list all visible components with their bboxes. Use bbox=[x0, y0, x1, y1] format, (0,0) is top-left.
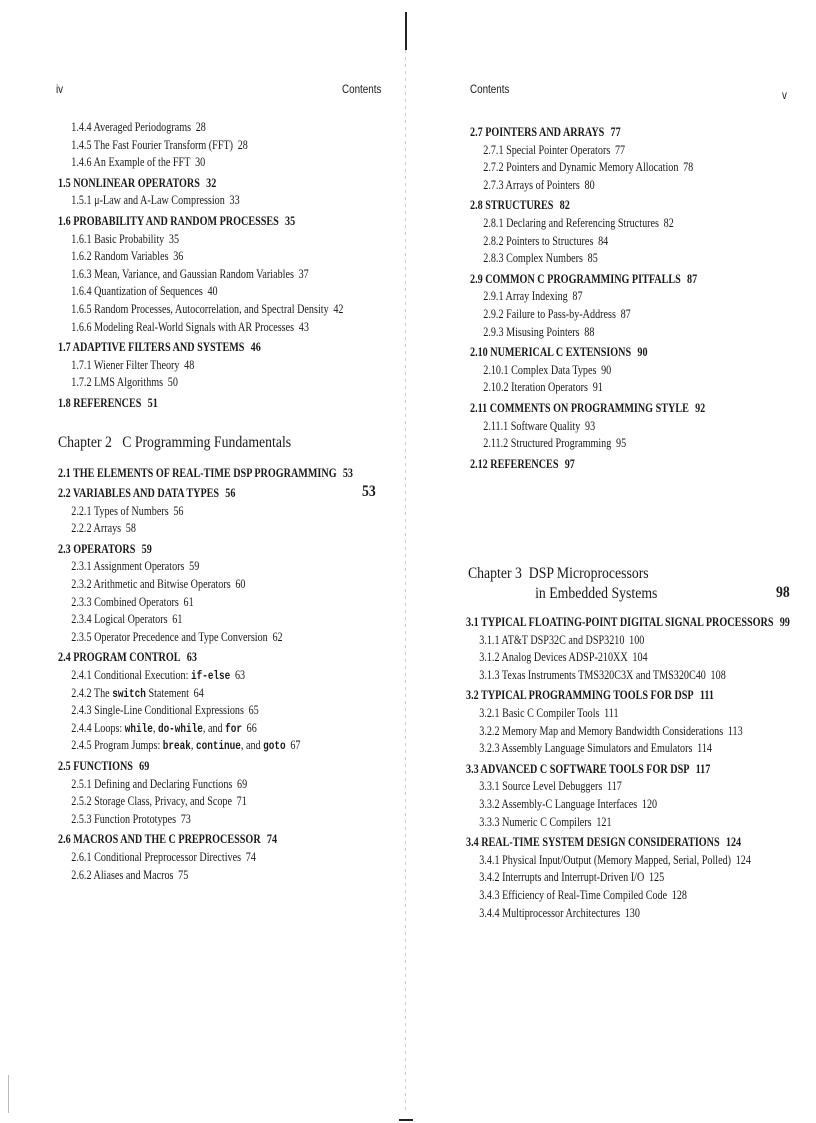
chapter-3-heading bbox=[468, 564, 657, 604]
toc-subsection-entry bbox=[58, 684, 353, 702]
toc-section-entry bbox=[58, 174, 353, 192]
toc-entry-title: 2.12 REFERENCES bbox=[470, 455, 559, 471]
toc-entry-page: 66 bbox=[246, 719, 257, 735]
toc-entry-title: 3.4.2 Interrupts and Interrupt-Driven I/O bbox=[479, 869, 645, 885]
toc-subsection-entry bbox=[58, 300, 353, 318]
toc-entry-page: 130 bbox=[624, 904, 640, 920]
toc-entry-page: 37 bbox=[298, 265, 309, 281]
toc-entry-page: 87 bbox=[687, 270, 698, 286]
toc-entry-page: 92 bbox=[695, 399, 706, 415]
toc-entry-page: 69 bbox=[139, 758, 150, 773]
toc-entry-page: 53 bbox=[342, 464, 353, 480]
toc-section-entry bbox=[58, 757, 353, 775]
toc-entry-title: 2.7.3 Arrays of Pointers bbox=[483, 176, 580, 192]
toc-entry-page: 85 bbox=[587, 250, 598, 266]
toc-entry-text: 2.4.2 The bbox=[71, 684, 113, 700]
toc-entry-title: 3.2.3 Assembly Language Simulators and Emulators bbox=[479, 740, 693, 756]
toc-entry-title: 2.5.1 Defining and Declaring Functions bbox=[71, 775, 233, 791]
chapter-2-page: 53 bbox=[362, 483, 376, 500]
running-head-right: Contents bbox=[470, 82, 510, 96]
chapter-2-label: Chapter 2 bbox=[58, 433, 112, 451]
toc-subsection-entry bbox=[58, 191, 353, 209]
toc-subsection-entry bbox=[58, 153, 353, 171]
toc-subsection-entry bbox=[58, 701, 353, 719]
toc-entry-page: 82 bbox=[559, 197, 570, 213]
toc-subsection-entry bbox=[466, 795, 790, 813]
toc-entry-page: 43 bbox=[298, 318, 309, 334]
toc-entry-title: 2.6 MACROS AND THE C PREPROCESSOR bbox=[58, 831, 261, 847]
toc-entry-page: 82 bbox=[663, 214, 674, 230]
toc-entry-page: 42 bbox=[333, 300, 344, 316]
toc-entry-title: 2.5 FUNCTIONS bbox=[58, 758, 133, 773]
toc-entry-page: 113 bbox=[727, 722, 743, 738]
toc-entry-title: 1.6.6 Modeling Real-World Signals with AR Processes bbox=[71, 318, 295, 334]
toc-subsection-entry bbox=[58, 265, 353, 283]
toc-block-chapter1 bbox=[58, 118, 436, 412]
running-head-left: Contents bbox=[342, 82, 382, 96]
toc-subsection-entry bbox=[58, 118, 353, 136]
toc-subsection-entry bbox=[466, 722, 790, 740]
toc-subsection-entry bbox=[58, 719, 353, 737]
toc-entry-title: 1.7.2 LMS Algorithms bbox=[71, 374, 164, 390]
toc-entry-page: 84 bbox=[598, 232, 609, 248]
toc-list-right bbox=[470, 120, 772, 472]
toc-entry-title: 1.4.5 The Fast Fourier Transform (FFT) bbox=[71, 136, 234, 152]
toc-entry-page: 63 bbox=[234, 667, 246, 683]
toc-entry-title: 2.5.2 Storage Class, Privacy, and Scope bbox=[71, 793, 232, 809]
toc-entry-title: 3.2.2 Memory Map and Memory Bandwidth Considerations bbox=[479, 722, 724, 738]
toc-subsection-entry bbox=[470, 141, 705, 159]
toc-entry-page: 95 bbox=[615, 435, 627, 451]
toc-section-entry bbox=[58, 648, 353, 666]
toc-entry-title: 2.8.3 Complex Numbers bbox=[483, 250, 583, 266]
toc-subsection-entry bbox=[58, 736, 353, 754]
toc-entry-page: 28 bbox=[195, 119, 206, 134]
toc-entry-page: 36 bbox=[173, 248, 184, 264]
toc-entry-page: 30 bbox=[195, 154, 206, 170]
toc-subsection-entry bbox=[58, 318, 353, 336]
toc-entry-page: 71 bbox=[236, 793, 247, 809]
toc-section-entry bbox=[58, 394, 353, 412]
toc-entry-title: 1.4.6 An Example of the FFT bbox=[71, 154, 191, 170]
toc-entry-page: 61 bbox=[183, 593, 194, 609]
toc-subsection-entry bbox=[470, 305, 705, 323]
toc-entry-title: 2.11.1 Software Quality bbox=[483, 417, 581, 433]
toc-entry-page: 117 bbox=[695, 760, 711, 776]
toc-section-entry bbox=[470, 270, 705, 288]
toc-subsection-entry bbox=[466, 851, 790, 869]
toc-entry-title: 2.11 COMMENTS ON PROGRAMMING STYLE bbox=[470, 399, 689, 415]
toc-entry-title: 2.6.2 Aliases and Macros bbox=[71, 866, 174, 882]
toc-entry-title: 1.6 PROBABILITY AND RANDOM PROCESSES bbox=[58, 212, 279, 228]
toc-entry-title: 2.3.3 Combined Operators bbox=[71, 593, 179, 609]
toc-entry-title: 3.3 ADVANCED C SOFTWARE TOOLS FOR DSP bbox=[466, 760, 690, 776]
toc-section-entry bbox=[470, 123, 705, 141]
toc-entry-title: 2.7.1 Special Pointer Operators bbox=[483, 141, 611, 157]
toc-entry-text: 2.4.4 Loops: bbox=[71, 719, 125, 735]
toc-entry-title: 2.2.2 Arrays bbox=[71, 520, 122, 536]
toc-subsection-entry bbox=[470, 323, 705, 341]
toc-entry-title: 2.10.1 Complex Data Types bbox=[483, 361, 597, 377]
toc-entry-page: 51 bbox=[147, 394, 158, 410]
code-keyword: for bbox=[225, 721, 242, 736]
toc-entry-title: 2.9.2 Failure to Pass-by-Address bbox=[483, 305, 616, 321]
toc-subsection-entry bbox=[58, 519, 353, 537]
toc-subsection-entry bbox=[58, 502, 353, 520]
toc-entry-title: 2.1 THE ELEMENTS OF REAL-TIME DSP PROGRAMMING bbox=[58, 464, 337, 480]
toc-entry-page: 121 bbox=[596, 813, 612, 829]
toc-subsection-entry bbox=[58, 136, 353, 154]
toc-subsection-entry bbox=[58, 628, 353, 646]
toc-entry-page: 108 bbox=[710, 666, 726, 682]
toc-entry-text: Statement bbox=[145, 684, 190, 700]
toc-entry-title: 1.6.5 Random Processes, Autocorrelation, and Spectral Density bbox=[71, 300, 329, 316]
code-keyword: while bbox=[124, 721, 153, 736]
toc-entry-page: 78 bbox=[683, 159, 694, 175]
toc-entry-title: 1.7.1 Wiener Filter Theory bbox=[71, 356, 180, 372]
toc-entry-page: 67 bbox=[290, 737, 301, 753]
right-page bbox=[408, 0, 816, 1123]
toc-subsection-entry bbox=[470, 176, 705, 194]
toc-entry-page: 75 bbox=[178, 866, 189, 882]
toc-list-right-ch3 bbox=[466, 610, 816, 921]
folio-right: v bbox=[782, 88, 787, 102]
toc-subsection-entry bbox=[58, 810, 353, 828]
toc-entry-title: 2.3.2 Arithmetic and Bitwise Operators bbox=[71, 576, 231, 592]
toc-entry-page: 33 bbox=[229, 192, 240, 208]
toc-subsection-entry bbox=[470, 214, 705, 232]
toc-block-chapter3 bbox=[466, 613, 816, 921]
toc-entry-page: 46 bbox=[250, 339, 261, 355]
toc-entry-page: 124 bbox=[725, 834, 742, 850]
toc-entry-title: 2.3.5 Operator Precedence and Type Conversion bbox=[71, 628, 268, 644]
toc-entry-title: 3.1.1 AT&T DSP32C and DSP3210 bbox=[479, 631, 625, 647]
toc-entry-page: 28 bbox=[237, 136, 248, 152]
toc-block-chapter2 bbox=[58, 464, 436, 884]
toc-entry-title: 3.4.1 Physical Input/Output (Memory Mapped, Serial, Polled) bbox=[479, 851, 732, 867]
toc-subsection-entry bbox=[470, 287, 705, 305]
toc-entry-page: 40 bbox=[207, 283, 218, 299]
toc-entry-page: 93 bbox=[585, 417, 596, 433]
code-keyword: if-else bbox=[190, 669, 231, 684]
toc-subsection-entry bbox=[470, 232, 705, 250]
toc-section-entry bbox=[470, 196, 705, 214]
toc-entry-title: 3.1.3 Texas Instruments TMS320C3X and TMS320C40 bbox=[479, 666, 706, 682]
toc-entry-title: 3.1 TYPICAL FLOATING-POINT DIGITAL SIGNAL PROCESSORS bbox=[466, 614, 774, 629]
toc-entry-page: 64 bbox=[193, 684, 204, 700]
toc-entry-page: 60 bbox=[235, 576, 246, 592]
toc-entry-title: 3.4.4 Multiprocessor Architectures bbox=[479, 904, 621, 920]
toc-subsection-entry bbox=[466, 904, 790, 922]
code-keyword: goto bbox=[263, 739, 286, 754]
toc-entry-page: 91 bbox=[592, 379, 603, 395]
toc-entry-title: 1.6.3 Mean, Variance, and Gaussian Random Variables bbox=[71, 265, 294, 281]
toc-section-entry bbox=[466, 760, 790, 778]
toc-subsection-entry bbox=[470, 434, 705, 452]
toc-subsection-entry bbox=[466, 813, 790, 831]
toc-entry-page: 90 bbox=[637, 344, 648, 360]
toc-entry-title: 2.9.3 Misusing Pointers bbox=[483, 323, 580, 339]
toc-subsection-entry bbox=[470, 417, 705, 435]
toc-subsection-entry bbox=[466, 886, 790, 904]
toc-section-entry bbox=[58, 484, 353, 502]
chapter-2-heading bbox=[58, 434, 383, 454]
code-keyword: do-while bbox=[157, 721, 203, 736]
toc-entry-page: 124 bbox=[735, 851, 751, 867]
toc-subsection-entry bbox=[466, 648, 790, 666]
toc-subsection-entry bbox=[58, 848, 353, 866]
toc-section-entry bbox=[466, 833, 790, 851]
toc-section-entry bbox=[466, 613, 790, 631]
toc-entry-page: 120 bbox=[641, 795, 658, 811]
toc-entry-page: 88 bbox=[584, 323, 595, 339]
toc-entry-text: , bbox=[190, 737, 196, 753]
toc-entry-title: 3.3.1 Source Level Debuggers bbox=[479, 778, 603, 794]
toc-entry-title: 1.6.4 Quantization of Sequences bbox=[71, 283, 203, 299]
toc-entry-page: 62 bbox=[272, 628, 283, 644]
toc-subsection-entry bbox=[58, 666, 353, 684]
toc-entry-title: 1.4.4 Averaged Periodograms bbox=[71, 119, 192, 134]
toc-subsection-entry bbox=[466, 739, 790, 757]
toc-entry-page: 111 bbox=[604, 704, 619, 720]
toc-entry-page: 117 bbox=[606, 778, 622, 794]
toc-entry-title: 1.6.1 Basic Probability bbox=[71, 230, 165, 246]
toc-subsection-entry bbox=[58, 247, 353, 265]
toc-entry-title: 2.2 VARIABLES AND DATA TYPES bbox=[58, 485, 220, 501]
toc-entry-page: 87 bbox=[620, 305, 631, 321]
toc-entry-title: 3.4.3 Efficiency of Real-Time Compiled Code bbox=[479, 886, 668, 902]
toc-entry-page: 35 bbox=[285, 212, 296, 228]
toc-entry-title: 3.4 REAL-TIME SYSTEM DESIGN CONSIDERATIONS bbox=[466, 834, 720, 850]
code-keyword: break bbox=[162, 739, 191, 754]
toc-entry-title: 2.2.1 Types of Numbers bbox=[71, 502, 169, 518]
toc-entry-page: 58 bbox=[125, 520, 136, 536]
toc-subsection-entry bbox=[466, 868, 790, 886]
toc-entry-page: 56 bbox=[225, 485, 236, 501]
toc-entry-title: 1.5.1 μ-Law and A-Law Compression bbox=[71, 192, 225, 208]
toc-subsection-entry bbox=[58, 610, 353, 628]
toc-entry-page: 74 bbox=[266, 831, 278, 847]
toc-section-entry bbox=[58, 830, 353, 848]
toc-entry-title: 1.5 NONLINEAR OPERATORS bbox=[58, 174, 200, 190]
toc-subsection-entry bbox=[58, 557, 353, 575]
toc-entry-text: , and bbox=[202, 719, 226, 735]
toc-subsection-entry bbox=[470, 378, 705, 396]
toc-entry-title bbox=[71, 685, 189, 700]
toc-entry-page: 104 bbox=[632, 649, 648, 665]
toc-entry-title: 2.9 COMMON C PROGRAMMING PITFALLS bbox=[470, 270, 681, 286]
toc-entry-title: 2.4 PROGRAM CONTROL bbox=[58, 649, 181, 665]
toc-entry-title: 2.8 STRUCTURES bbox=[470, 197, 554, 213]
toc-entry-text: 2.4.1 Conditional Execution: bbox=[71, 667, 191, 683]
toc-entry-title: 2.10.2 Iteration Operators bbox=[483, 379, 589, 395]
toc-entry-page: 74 bbox=[245, 848, 256, 864]
toc-entry-title: 2.7 POINTERS AND ARRAYS bbox=[470, 124, 605, 139]
code-keyword: continue bbox=[195, 739, 241, 754]
toc-entry-title: 2.3.4 Logical Operators bbox=[71, 611, 168, 627]
toc-entry-page: 50 bbox=[167, 374, 178, 390]
toc-subsection-entry bbox=[466, 777, 790, 795]
toc-entry-page: 87 bbox=[572, 288, 583, 304]
toc-entry-page: 77 bbox=[614, 141, 626, 157]
toc-subsection-entry bbox=[58, 792, 353, 810]
toc-entry-title: 2.8.2 Pointers to Structures bbox=[483, 232, 594, 248]
toc-subsection-entry bbox=[466, 631, 790, 649]
toc-subsection-entry bbox=[470, 361, 705, 379]
toc-section-entry bbox=[58, 338, 353, 356]
toc-entry-title: 2.8.1 Declaring and Referencing Structures bbox=[483, 214, 659, 230]
toc-entry-page: 90 bbox=[601, 361, 612, 377]
toc-list-left bbox=[58, 118, 436, 883]
toc-entry-page: 56 bbox=[173, 502, 184, 518]
toc-entry-title: 2.9.1 Array Indexing bbox=[483, 288, 568, 304]
toc-subsection-entry bbox=[58, 282, 353, 300]
toc-entry-page: 32 bbox=[206, 174, 217, 190]
chapter-3-page: 98 bbox=[776, 584, 790, 601]
toc-entry-page: 100 bbox=[629, 631, 645, 647]
toc-entry-title: 2.7.2 Pointers and Dynamic Memory Allocation bbox=[483, 159, 679, 175]
toc-section-entry bbox=[58, 540, 353, 558]
chapter-3-label: Chapter 3 bbox=[468, 565, 522, 582]
toc-entry-title: 3.3.3 Numeric C Compilers bbox=[479, 813, 592, 829]
toc-entry-title: 1.7 ADAPTIVE FILTERS AND SYSTEMS bbox=[58, 339, 245, 355]
toc-subsection-entry bbox=[470, 249, 705, 267]
toc-entry-title: 2.10 NUMERICAL C EXTENSIONS bbox=[470, 344, 632, 360]
toc-entry-title: 1.6.2 Random Variables bbox=[71, 248, 169, 264]
toc-subsection-entry bbox=[58, 356, 353, 374]
toc-subsection-entry bbox=[58, 775, 353, 793]
toc-section-entry bbox=[466, 686, 790, 704]
toc-subsection-entry bbox=[470, 158, 705, 176]
toc-entry-page: 59 bbox=[189, 558, 200, 574]
toc-entry-title: 2.5.3 Function Prototypes bbox=[71, 810, 177, 826]
toc-entry-page: 111 bbox=[699, 687, 714, 703]
chapter-2-title: C Programming Fundamentals bbox=[122, 433, 292, 451]
toc-entry-page: 80 bbox=[584, 176, 595, 192]
toc-entry-page: 125 bbox=[648, 869, 665, 885]
code-keyword: switch bbox=[112, 686, 146, 701]
toc-entry-page: 128 bbox=[671, 886, 687, 902]
toc-entry-title: 2.3 OPERATORS bbox=[58, 540, 136, 556]
toc-entry-title: 3.2 TYPICAL PROGRAMMING TOOLS FOR DSP bbox=[466, 687, 694, 703]
toc-entry-page: 48 bbox=[184, 356, 195, 372]
toc-entry-title bbox=[71, 720, 242, 735]
toc-subsection-entry bbox=[58, 593, 353, 611]
toc-entry-title: 3.1.2 Analog Devices ADSP-210XX bbox=[479, 649, 628, 665]
toc-block-chapter2-cont bbox=[470, 123, 772, 472]
toc-entry-page: 73 bbox=[180, 810, 191, 826]
toc-entry-title: 2.3.1 Assignment Operators bbox=[71, 558, 185, 574]
toc-entry-title bbox=[71, 737, 285, 752]
toc-entry-page: 97 bbox=[564, 455, 575, 471]
toc-entry-title: 3.3.2 Assembly-C Language Interfaces bbox=[479, 795, 638, 811]
toc-entry-page: 63 bbox=[186, 649, 197, 665]
toc-subsection-entry bbox=[58, 373, 353, 391]
chapter-3-title-line1: DSP Microprocessors bbox=[528, 565, 649, 582]
toc-entry-title: 2.4.3 Single-Line Conditional Expressions bbox=[71, 702, 244, 718]
toc-subsection-entry bbox=[466, 666, 790, 684]
toc-subsection-entry bbox=[466, 704, 790, 722]
toc-entry-page: 59 bbox=[141, 540, 152, 556]
toc-entry-title: 2.6.1 Conditional Preprocessor Directives bbox=[71, 848, 242, 864]
toc-entry-title: 1.8 REFERENCES bbox=[58, 394, 142, 410]
toc-section-entry bbox=[58, 464, 353, 482]
toc-subsection-entry bbox=[58, 866, 353, 884]
toc-section-entry bbox=[58, 212, 353, 230]
toc-entry-title bbox=[71, 667, 230, 682]
toc-entry-title: 3.2.1 Basic C Compiler Tools bbox=[479, 704, 600, 720]
toc-entry-text: , and bbox=[240, 737, 264, 753]
toc-entry-title: 2.11.2 Structured Programming bbox=[483, 435, 612, 451]
toc-entry-text: 2.4.5 Program Jumps: bbox=[71, 737, 163, 753]
toc-entry-page: 65 bbox=[248, 702, 259, 718]
toc-entry-page: 114 bbox=[697, 740, 712, 756]
toc-section-entry bbox=[470, 343, 705, 361]
toc-entry-page: 61 bbox=[172, 611, 183, 627]
toc-subsection-entry bbox=[58, 230, 353, 248]
toc-entry-text: , bbox=[152, 719, 158, 735]
toc-section-entry bbox=[470, 399, 705, 417]
toc-entry-page: 35 bbox=[168, 230, 180, 246]
chapter-3-title-line2: in Embedded Systems bbox=[535, 585, 658, 602]
toc-subsection-entry bbox=[58, 575, 353, 593]
folio-left: iv bbox=[56, 82, 64, 96]
toc-section-entry bbox=[470, 455, 705, 473]
toc-entry-page: 69 bbox=[237, 775, 248, 791]
toc-entry-page: 77 bbox=[610, 124, 621, 139]
toc-entry-page: 99 bbox=[779, 614, 790, 629]
